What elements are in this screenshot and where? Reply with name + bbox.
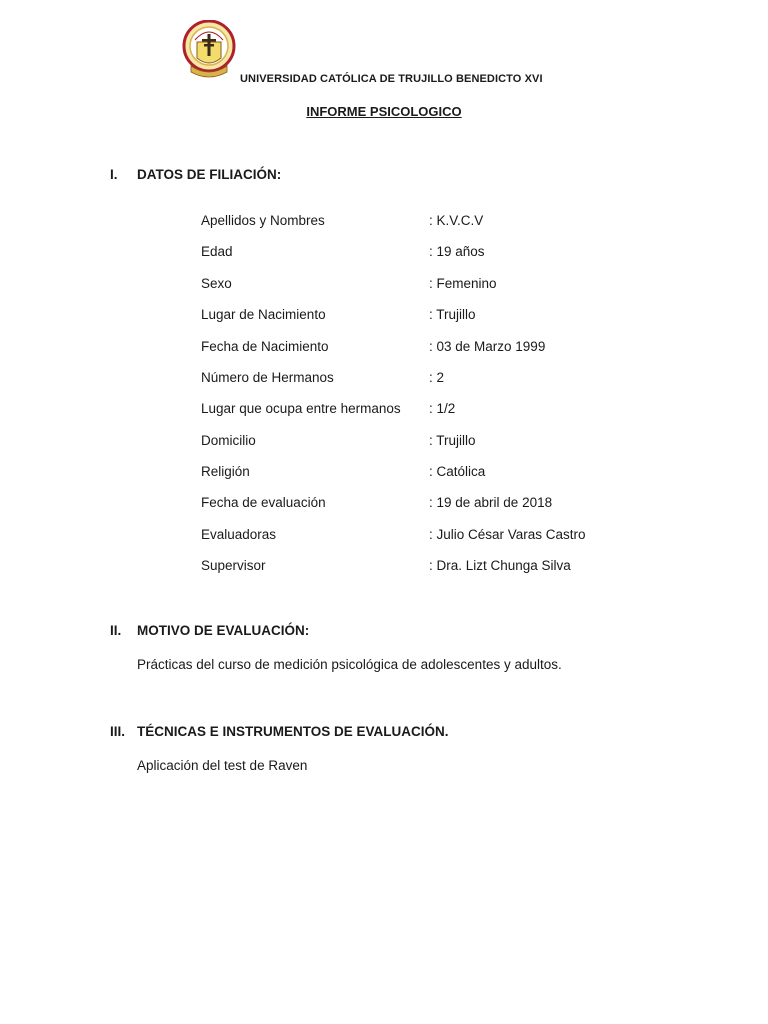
field-row-religion xyxy=(201,464,621,482)
document-title xyxy=(0,104,768,119)
field-label: Fecha de Nacimiento xyxy=(201,339,329,354)
field-row-lugar-nacimiento xyxy=(201,307,621,325)
field-value: : Trujillo xyxy=(429,433,476,448)
section-heading-motivo xyxy=(110,623,309,638)
field-value: : 19 de abril de 2018 xyxy=(429,495,553,510)
field-value: : K.V.C.V xyxy=(429,213,484,228)
field-row-fecha-evaluacion xyxy=(201,495,621,513)
field-row-apellidos xyxy=(201,213,621,231)
field-row-numero-hermanos xyxy=(201,370,621,388)
field-value: : Católica xyxy=(429,464,486,479)
field-label: Domicilio xyxy=(201,433,256,448)
section-body-motivo: Prácticas del curso de medición psicológica de adolescentes y adultos. xyxy=(137,657,562,672)
university-name: UNIVERSIDAD CATÓLICA DE TRUJILLO BENEDICTO XVI xyxy=(240,73,543,85)
section-number: I. xyxy=(110,167,118,182)
field-label: Edad xyxy=(201,244,233,259)
field-label: Lugar de Nacimiento xyxy=(201,307,326,322)
field-label: Supervisor xyxy=(201,558,266,573)
field-row-edad xyxy=(201,244,621,262)
document-title-text: INFORME PSICOLOGICO xyxy=(306,104,462,119)
field-label: Número de Hermanos xyxy=(201,370,334,385)
field-row-domicilio xyxy=(201,433,621,451)
university-crest-icon xyxy=(181,20,237,82)
section-number: III. xyxy=(110,724,126,739)
section-title: MOTIVO DE EVALUACIÓN: xyxy=(137,623,310,638)
field-value: : Dra. Lizt Chunga Silva xyxy=(429,558,571,573)
field-row-supervisor xyxy=(201,558,621,576)
field-label: Religión xyxy=(201,464,250,479)
field-value: : 1/2 xyxy=(429,401,456,416)
section-title: TÉCNICAS E INSTRUMENTOS DE EVALUACIÓN. xyxy=(137,724,449,739)
field-value: : 03 de Marzo 1999 xyxy=(429,339,546,354)
field-label: Evaluadoras xyxy=(201,527,277,542)
section-title: DATOS DE FILIACIÓN: xyxy=(137,167,282,182)
section-heading-tecnicas xyxy=(110,724,449,739)
field-label: Fecha de evaluación xyxy=(201,495,326,510)
field-label: Lugar que ocupa entre hermanos xyxy=(201,401,401,416)
field-label: Apellidos y Nombres xyxy=(201,213,325,228)
section-body-tecnicas: Aplicación del test de Raven xyxy=(137,758,308,773)
field-value: : Julio César Varas Castro xyxy=(429,527,586,542)
field-row-fecha-nacimiento xyxy=(201,339,621,357)
field-row-sexo xyxy=(201,276,621,294)
field-label: Sexo xyxy=(201,276,232,291)
field-value: : Femenino xyxy=(429,276,497,291)
section-heading-filiacion xyxy=(110,167,281,182)
field-value: : 19 años xyxy=(429,244,485,259)
field-value: : Trujillo xyxy=(429,307,476,322)
field-value: : 2 xyxy=(429,370,445,385)
section-number: II. xyxy=(110,623,122,638)
field-row-evaluadoras xyxy=(201,527,621,545)
field-row-lugar-hermanos xyxy=(201,401,621,419)
